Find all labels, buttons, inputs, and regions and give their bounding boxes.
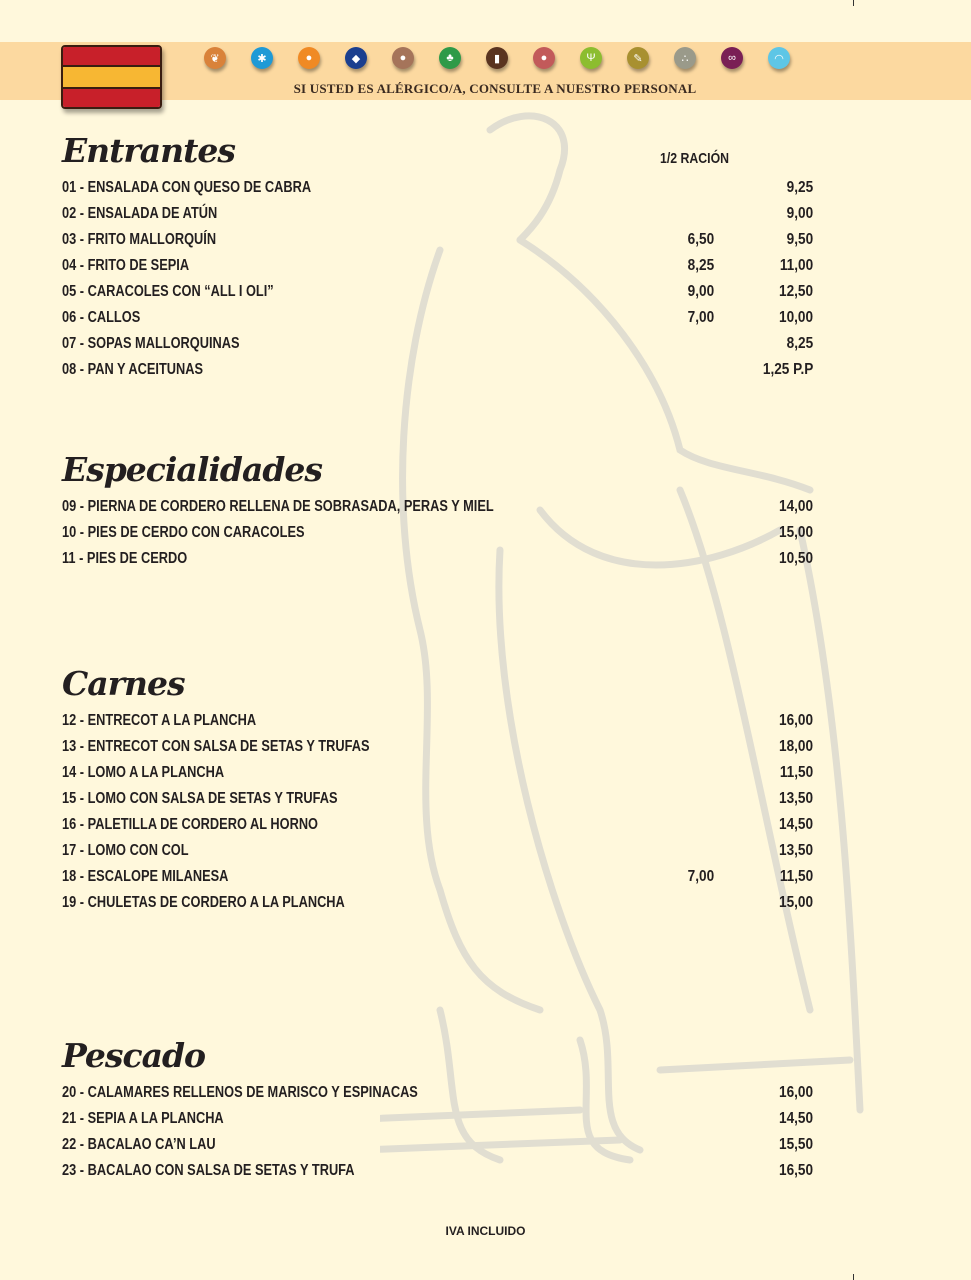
crop-mark [853, 1274, 854, 1280]
crop-mark [853, 0, 854, 6]
item-name: 06 - CALLOS [62, 309, 141, 326]
menu-item [62, 201, 822, 227]
item-name: 12 - ENTRECOT A LA PLANCHA [62, 712, 257, 729]
item-name: 19 - CHULETAS DE CORDERO A LA PLANCHA [62, 894, 345, 911]
item-name: 15 - LOMO CON SALSA DE SETAS Y TRUFAS [62, 790, 338, 807]
item-name: 02 - ENSALADA DE ATÚN [62, 205, 218, 222]
item-name: 03 - FRITO MALLORQUÍN [62, 231, 217, 248]
item-half-price: 8,25 [687, 257, 714, 274]
item-price: 9,25 [786, 179, 813, 196]
menu-item [62, 864, 822, 890]
menu-item [62, 890, 822, 916]
item-name: 14 - LOMO A LA PLANCHA [62, 764, 225, 781]
molluscs-icon: ◠ [768, 47, 790, 69]
item-name: 08 - PAN Y ACEITUNAS [62, 361, 204, 378]
menu-item [62, 786, 822, 812]
item-name: 01 - ENSALADA CON QUESO DE CABRA [62, 179, 312, 196]
menu-item [62, 708, 822, 734]
item-price: 10,00 [778, 309, 813, 326]
menu-item [62, 812, 822, 838]
item-price: 12,50 [778, 283, 813, 300]
section-entrantes [62, 131, 822, 383]
section-title: Especialidades [62, 450, 322, 489]
milk-icon: ▮ [486, 47, 508, 69]
item-name: 10 - PIES DE CERDO CON CARACOLES [62, 524, 305, 541]
allergen-notice: SI USTED ES ALÉRGICO/A, CONSULTE A NUESTRO PERSONAL [293, 81, 697, 96]
item-name: 16 - PALETILLA DE CORDERO AL HORNO [62, 816, 319, 833]
section-pescado [62, 1036, 822, 1184]
item-half-price: 6,50 [687, 231, 714, 248]
menu-item [62, 1106, 822, 1132]
gluten-icon: ❦ [204, 47, 226, 69]
mustard-icon: ✎ [627, 47, 649, 69]
section-title: Entrantes [62, 131, 235, 170]
item-price: 15,00 [778, 894, 813, 911]
menu-item [62, 305, 822, 331]
fish-icon: ◆ [345, 47, 367, 69]
soy-icon: ♣ [439, 47, 461, 69]
item-price: 11,50 [779, 868, 813, 885]
menu-item [62, 253, 822, 279]
item-price: 16,00 [778, 1084, 813, 1101]
item-price: 9,00 [786, 205, 813, 222]
tax-note: IVA INCLUIDO [445, 1224, 526, 1238]
item-name: 21 - SEPIA A LA PLANCHA [62, 1110, 224, 1127]
item-price: 11,00 [779, 257, 813, 274]
item-price: 16,00 [778, 712, 813, 729]
item-price: 15,00 [778, 524, 813, 541]
menu-item [62, 494, 822, 520]
item-price: 14,50 [778, 1110, 813, 1127]
section-title: Carnes [62, 664, 185, 703]
item-price: 8,25 [786, 335, 813, 352]
item-price: 13,50 [778, 842, 813, 859]
peanuts-icon: ● [392, 47, 414, 69]
menu-item [62, 175, 822, 201]
item-name: 23 - BACALAO CON SALSA DE SETAS Y TRUFA [62, 1162, 355, 1179]
sulphites-icon: ∞ [721, 47, 743, 69]
menu-item [62, 546, 822, 572]
menu-item [62, 734, 822, 760]
item-half-price: 7,00 [687, 309, 714, 326]
menu-item [62, 279, 822, 305]
menu-item [62, 760, 822, 786]
item-price: 16,50 [778, 1162, 813, 1179]
section-title: Pescado [62, 1036, 206, 1075]
section-carnes [62, 664, 822, 916]
menu-item [62, 357, 822, 383]
item-price: 9,50 [786, 231, 813, 248]
item-name: 17 - LOMO CON COL [62, 842, 189, 859]
item-half-price: 9,00 [687, 283, 714, 300]
section-especialidades [62, 450, 822, 572]
item-name: 20 - CALAMARES RELLENOS DE MARISCO Y ESPINACAS [62, 1084, 418, 1101]
item-price: 10,50 [778, 550, 813, 567]
item-price: 11,50 [779, 764, 813, 781]
half-portion-header: 1/2 RACIÓN [660, 150, 730, 167]
item-price: 1,25 P.P [762, 361, 813, 378]
item-price: 14,00 [778, 498, 813, 515]
spanish-flag-icon[interactable] [61, 45, 162, 109]
item-price: 15,50 [778, 1136, 813, 1153]
item-name: 13 - ENTRECOT CON SALSA DE SETAS Y TRUFAS [62, 738, 370, 755]
item-half-price: 7,00 [687, 868, 714, 885]
menu-item [62, 1080, 822, 1106]
item-name: 11 - PIES DE CERDO [62, 550, 188, 567]
menu-item [62, 520, 822, 546]
menu-item [62, 838, 822, 864]
item-name: 09 - PIERNA DE CORDERO RELLENA DE SOBRASADA, PERAS Y MIEL [62, 498, 494, 515]
allergen-icons [204, 47, 790, 69]
menu-item [62, 1132, 822, 1158]
crustaceans-icon: ✱ [251, 47, 273, 69]
item-price: 14,50 [778, 816, 813, 833]
item-name: 18 - ESCALOPE MILANESA [62, 868, 229, 885]
sesame-icon: ∴ [674, 47, 696, 69]
menu-item [62, 227, 822, 253]
nuts-icon: ● [533, 47, 555, 69]
item-price: 13,50 [778, 790, 813, 807]
item-name: 22 - BACALAO CA’N LAU [62, 1136, 216, 1153]
eggs-icon: ● [298, 47, 320, 69]
menu-item [62, 331, 822, 357]
menu-item [62, 1158, 822, 1184]
item-name: 04 - FRITO DE SEPIA [62, 257, 190, 274]
item-name: 07 - SOPAS MALLORQUINAS [62, 335, 240, 352]
celery-icon: Ψ [580, 47, 602, 69]
item-price: 18,00 [778, 738, 813, 755]
item-name: 05 - CARACOLES CON “ALL I OLI” [62, 283, 274, 300]
